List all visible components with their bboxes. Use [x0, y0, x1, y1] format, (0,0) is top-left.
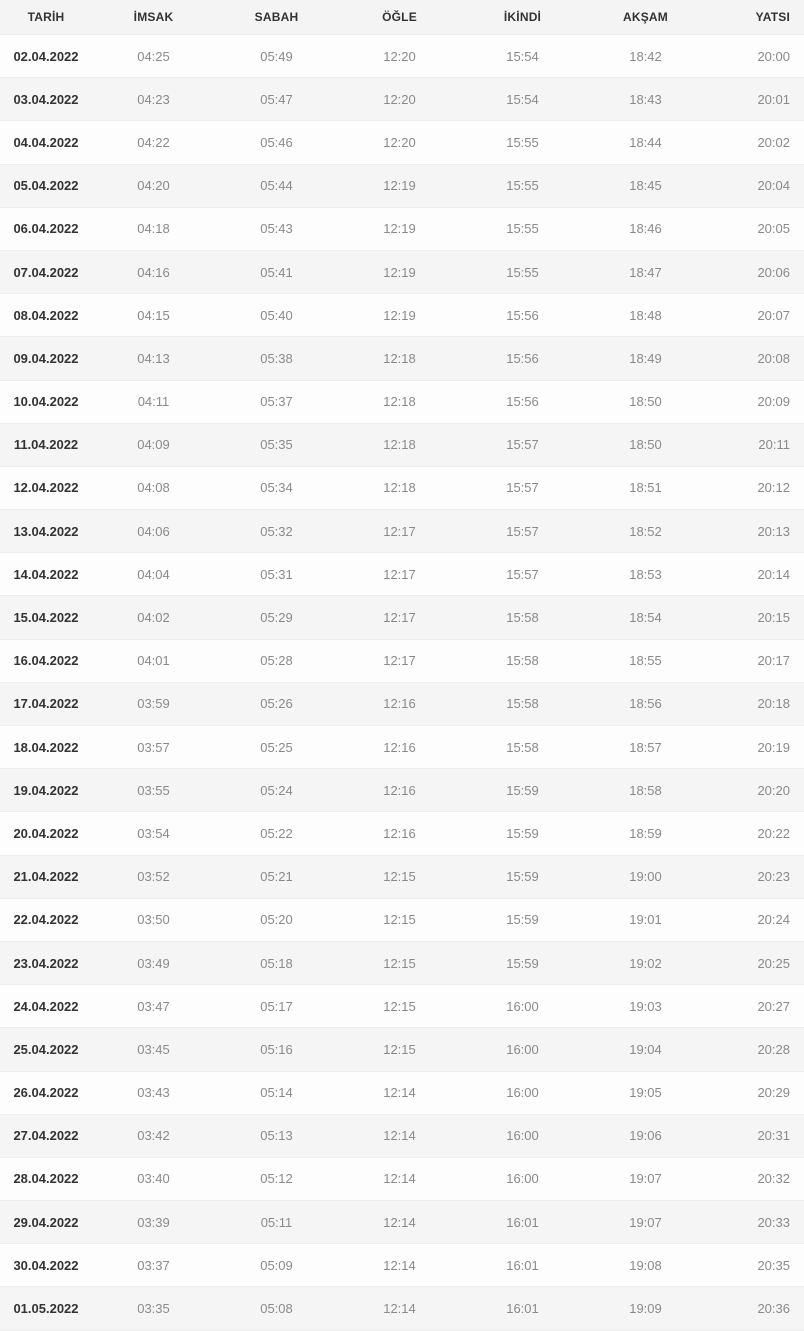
table-row: [0, 1072, 804, 1115]
cell-aksam: 19:09: [629, 1301, 662, 1317]
cell-yatsi: 20:01: [757, 91, 790, 107]
cell-sabah: 05:34: [260, 480, 293, 496]
cell-sabah: 05:16: [260, 1041, 293, 1057]
cell-ikindi: 15:54: [506, 48, 539, 64]
cell-sabah: 05:47: [260, 91, 293, 107]
cell-yatsi: 20:02: [757, 134, 790, 150]
table-row: [0, 726, 804, 769]
cell-ikindi: 15:54: [506, 91, 539, 107]
cell-sabah: 05:31: [260, 566, 293, 582]
cell-ogle: 12:16: [383, 782, 416, 798]
cell-imsak: 04:18: [137, 221, 170, 237]
cell-ikindi: 16:00: [506, 1171, 539, 1187]
cell-yatsi: 20:23: [757, 869, 790, 885]
cell-ogle: 12:19: [383, 264, 416, 280]
cell-sabah: 05:40: [260, 307, 293, 323]
cell-tarih: 29.04.2022: [13, 1214, 79, 1230]
cell-yatsi: 20:13: [757, 523, 790, 539]
column-header-sabah: SABAH: [254, 10, 299, 24]
cell-ikindi: 16:00: [506, 998, 539, 1014]
cell-tarih: 19.04.2022: [13, 782, 79, 798]
cell-ikindi: 15:59: [506, 782, 539, 798]
cell-ogle: 12:19: [383, 221, 416, 237]
cell-imsak: 03:43: [137, 1085, 170, 1101]
cell-aksam: 19:04: [629, 1041, 662, 1057]
column-header-imsak: İMSAK: [133, 10, 174, 24]
cell-aksam: 18:49: [629, 350, 662, 366]
cell-yatsi: 20:32: [757, 1171, 790, 1187]
table-row: [0, 942, 804, 985]
cell-tarih: 26.04.2022: [13, 1085, 79, 1101]
cell-ogle: 12:15: [383, 955, 416, 971]
table-row: [0, 381, 804, 424]
cell-ogle: 12:15: [383, 912, 416, 928]
table-row: [0, 640, 804, 683]
cell-ikindi: 15:58: [506, 696, 539, 712]
cell-tarih: 25.04.2022: [13, 1041, 79, 1057]
cell-imsak: 03:35: [137, 1301, 170, 1317]
cell-imsak: 03:50: [137, 912, 170, 928]
table-row: [0, 899, 804, 942]
cell-aksam: 18:50: [629, 437, 662, 453]
cell-tarih: 24.04.2022: [13, 998, 79, 1014]
cell-aksam: 18:51: [629, 480, 662, 496]
cell-sabah: 05:46: [260, 134, 293, 150]
cell-ogle: 12:19: [383, 178, 416, 194]
cell-imsak: 04:06: [137, 523, 170, 539]
cell-sabah: 05:38: [260, 350, 293, 366]
cell-tarih: 20.04.2022: [13, 825, 79, 841]
cell-tarih: 08.04.2022: [13, 307, 79, 323]
cell-imsak: 04:23: [137, 91, 170, 107]
cell-sabah: 05:11: [260, 1214, 293, 1230]
cell-ogle: 12:14: [383, 1257, 416, 1273]
cell-tarih: 01.05.2022: [13, 1301, 79, 1317]
cell-tarih: 02.04.2022: [13, 48, 79, 64]
table-body: [0, 35, 804, 1331]
cell-sabah: 05:49: [260, 48, 293, 64]
cell-imsak: 04:22: [137, 134, 170, 150]
cell-sabah: 05:28: [260, 653, 293, 669]
cell-ogle: 12:15: [383, 869, 416, 885]
cell-ikindi: 15:59: [506, 825, 539, 841]
table-row: [0, 165, 804, 208]
cell-aksam: 19:00: [629, 869, 662, 885]
cell-yatsi: 20:29: [757, 1085, 790, 1101]
cell-tarih: 17.04.2022: [13, 696, 79, 712]
cell-ogle: 12:20: [383, 91, 416, 107]
cell-imsak: 03:59: [137, 696, 170, 712]
cell-aksam: 18:50: [629, 394, 662, 410]
cell-ogle: 12:20: [383, 48, 416, 64]
column-header-ikindi: İKİNDİ: [503, 10, 542, 24]
cell-imsak: 04:01: [137, 653, 170, 669]
cell-yatsi: 20:36: [757, 1301, 790, 1317]
cell-aksam: 18:56: [629, 696, 662, 712]
cell-sabah: 05:43: [260, 221, 293, 237]
cell-aksam: 19:06: [629, 1128, 662, 1144]
cell-ikindi: 15:58: [506, 610, 539, 626]
cell-tarih: 30.04.2022: [13, 1257, 79, 1273]
cell-imsak: 04:15: [137, 307, 170, 323]
cell-aksam: 19:07: [629, 1171, 662, 1187]
table-row: [0, 769, 804, 812]
cell-ikindi: 15:57: [506, 437, 539, 453]
cell-yatsi: 20:08: [757, 350, 790, 366]
cell-yatsi: 20:06: [757, 264, 790, 280]
table-row: [0, 553, 804, 596]
cell-sabah: 05:41: [260, 264, 293, 280]
cell-ogle: 12:17: [383, 523, 416, 539]
cell-ogle: 12:14: [383, 1301, 416, 1317]
cell-imsak: 04:13: [137, 350, 170, 366]
cell-tarih: 06.04.2022: [13, 221, 79, 237]
cell-yatsi: 20:14: [757, 566, 790, 582]
cell-aksam: 18:46: [629, 221, 662, 237]
cell-aksam: 19:01: [629, 912, 662, 928]
cell-imsak: 04:08: [137, 480, 170, 496]
cell-ikindi: 16:01: [506, 1301, 539, 1317]
cell-ogle: 12:19: [383, 307, 416, 323]
cell-yatsi: 20:20: [757, 782, 790, 798]
table-row: [0, 856, 804, 899]
cell-sabah: 05:18: [260, 955, 293, 971]
cell-aksam: 18:43: [629, 91, 662, 107]
cell-ikindi: 16:00: [506, 1085, 539, 1101]
cell-tarih: 11.04.2022: [13, 437, 79, 453]
cell-sabah: 05:24: [260, 782, 293, 798]
cell-yatsi: 20:18: [757, 696, 790, 712]
cell-yatsi: 20:25: [757, 955, 790, 971]
cell-yatsi: 20:11: [758, 437, 790, 453]
table-row: [0, 337, 804, 380]
cell-ikindi: 15:55: [506, 264, 539, 280]
cell-tarih: 07.04.2022: [13, 264, 79, 280]
cell-sabah: 05:29: [260, 610, 293, 626]
cell-ikindi: 15:55: [506, 221, 539, 237]
cell-ogle: 12:15: [383, 998, 416, 1014]
cell-imsak: 04:02: [137, 610, 170, 626]
cell-tarih: 05.04.2022: [13, 178, 79, 194]
cell-ikindi: 16:01: [506, 1257, 539, 1273]
cell-ikindi: 15:57: [506, 480, 539, 496]
table-row: [0, 35, 804, 78]
cell-ikindi: 15:57: [506, 523, 539, 539]
cell-sabah: 05:44: [260, 178, 293, 194]
cell-aksam: 18:58: [629, 782, 662, 798]
cell-ogle: 12:17: [383, 653, 416, 669]
cell-yatsi: 20:28: [757, 1041, 790, 1057]
column-header-tarih: TARİH: [27, 10, 65, 24]
cell-yatsi: 20:27: [757, 998, 790, 1014]
cell-ikindi: 15:58: [506, 653, 539, 669]
cell-yatsi: 20:00: [757, 48, 790, 64]
cell-ogle: 12:16: [383, 696, 416, 712]
cell-yatsi: 20:24: [757, 912, 790, 928]
cell-yatsi: 20:31: [757, 1128, 790, 1144]
cell-imsak: 04:04: [137, 566, 170, 582]
cell-yatsi: 20:35: [757, 1257, 790, 1273]
cell-tarih: 27.04.2022: [13, 1128, 79, 1144]
cell-yatsi: 20:15: [757, 610, 790, 626]
cell-yatsi: 20:05: [757, 221, 790, 237]
cell-imsak: 03:55: [137, 782, 170, 798]
column-header-ogle: ÖĞLE: [382, 10, 417, 24]
cell-imsak: 03:39: [137, 1214, 170, 1230]
cell-tarih: 16.04.2022: [13, 653, 79, 669]
cell-tarih: 22.04.2022: [13, 912, 79, 928]
cell-tarih: 09.04.2022: [13, 350, 79, 366]
cell-aksam: 18:59: [629, 825, 662, 841]
cell-ikindi: 15:55: [506, 134, 539, 150]
cell-imsak: 04:11: [137, 394, 170, 410]
cell-ikindi: 15:56: [506, 394, 539, 410]
cell-aksam: 19:08: [629, 1257, 662, 1273]
table-row: [0, 78, 804, 121]
cell-ikindi: 16:00: [506, 1128, 539, 1144]
table-row: [0, 251, 804, 294]
table-row: [0, 812, 804, 855]
cell-sabah: 05:22: [260, 825, 293, 841]
cell-imsak: 03:54: [137, 825, 170, 841]
cell-aksam: 18:48: [629, 307, 662, 323]
cell-imsak: 03:42: [137, 1128, 170, 1144]
cell-imsak: 04:25: [137, 48, 170, 64]
cell-aksam: 19:03: [629, 998, 662, 1014]
cell-imsak: 03:49: [137, 955, 170, 971]
cell-sabah: 05:21: [260, 869, 293, 885]
cell-ikindi: 16:01: [506, 1214, 539, 1230]
cell-sabah: 05:35: [260, 437, 293, 453]
cell-aksam: 18:52: [629, 523, 662, 539]
cell-imsak: 04:20: [137, 178, 170, 194]
cell-ikindi: 16:00: [506, 1041, 539, 1057]
cell-aksam: 19:02: [629, 955, 662, 971]
table-row: [0, 1028, 804, 1071]
table-row: [0, 1287, 804, 1330]
cell-aksam: 18:47: [629, 264, 662, 280]
cell-tarih: 13.04.2022: [13, 523, 79, 539]
cell-tarih: 14.04.2022: [13, 566, 79, 582]
cell-yatsi: 20:04: [757, 178, 790, 194]
cell-ogle: 12:18: [383, 480, 416, 496]
cell-imsak: 03:47: [137, 998, 170, 1014]
cell-imsak: 03:52: [137, 869, 170, 885]
cell-imsak: 03:40: [137, 1171, 170, 1187]
table-row: [0, 1201, 804, 1244]
cell-sabah: 05:17: [260, 998, 293, 1014]
cell-aksam: 18:42: [629, 48, 662, 64]
cell-ogle: 12:17: [383, 610, 416, 626]
cell-sabah: 05:25: [260, 739, 293, 755]
cell-sabah: 05:37: [260, 394, 293, 410]
cell-ikindi: 15:56: [506, 307, 539, 323]
cell-tarih: 18.04.2022: [13, 739, 79, 755]
cell-yatsi: 20:33: [757, 1214, 790, 1230]
table-row: [0, 467, 804, 510]
cell-ogle: 12:17: [383, 566, 416, 582]
cell-tarih: 28.04.2022: [13, 1171, 79, 1187]
table-row: [0, 985, 804, 1028]
cell-yatsi: 20:17: [757, 653, 790, 669]
cell-yatsi: 20:07: [757, 307, 790, 323]
cell-aksam: 19:07: [629, 1214, 662, 1230]
table-row: [0, 208, 804, 251]
cell-ikindi: 15:55: [506, 178, 539, 194]
cell-tarih: 04.04.2022: [13, 134, 79, 150]
cell-sabah: 05:32: [260, 523, 293, 539]
cell-sabah: 05:13: [260, 1128, 293, 1144]
cell-ogle: 12:14: [383, 1085, 416, 1101]
cell-ogle: 12:16: [383, 739, 416, 755]
table-row: [0, 424, 804, 467]
cell-ogle: 12:18: [383, 394, 416, 410]
table-row: [0, 1158, 804, 1201]
cell-imsak: 03:45: [137, 1041, 170, 1057]
cell-yatsi: 20:19: [757, 739, 790, 755]
cell-ogle: 12:14: [383, 1214, 416, 1230]
table-row: [0, 1244, 804, 1287]
cell-aksam: 18:44: [629, 134, 662, 150]
table-row: [0, 510, 804, 553]
cell-aksam: 18:57: [629, 739, 662, 755]
cell-ogle: 12:16: [383, 825, 416, 841]
cell-aksam: 18:45: [629, 178, 662, 194]
cell-aksam: 18:53: [629, 566, 662, 582]
table-row: [0, 596, 804, 639]
table-row: [0, 683, 804, 726]
cell-aksam: 19:05: [629, 1085, 662, 1101]
column-header-aksam: AKŞAM: [623, 10, 668, 24]
table-row: [0, 1115, 804, 1158]
table-row: [0, 294, 804, 337]
column-header-yatsi: YATSI: [755, 10, 790, 24]
cell-sabah: 05:09: [260, 1257, 293, 1273]
cell-aksam: 18:54: [629, 610, 662, 626]
cell-ogle: 12:20: [383, 134, 416, 150]
cell-ikindi: 15:57: [506, 566, 539, 582]
cell-ogle: 12:14: [383, 1171, 416, 1187]
cell-tarih: 21.04.2022: [13, 869, 79, 885]
cell-tarih: 10.04.2022: [13, 394, 79, 410]
cell-tarih: 12.04.2022: [13, 480, 79, 496]
cell-imsak: 04:16: [137, 264, 170, 280]
table-header-row: [0, 0, 804, 35]
cell-imsak: 03:37: [137, 1257, 170, 1273]
cell-ikindi: 15:58: [506, 739, 539, 755]
cell-ogle: 12:18: [383, 437, 416, 453]
cell-aksam: 18:55: [629, 653, 662, 669]
cell-sabah: 05:08: [260, 1301, 293, 1317]
cell-ikindi: 15:59: [506, 955, 539, 971]
cell-yatsi: 20:22: [757, 825, 790, 841]
cell-ogle: 12:14: [383, 1128, 416, 1144]
cell-tarih: 03.04.2022: [13, 91, 79, 107]
cell-tarih: 15.04.2022: [13, 610, 79, 626]
cell-imsak: 04:09: [137, 437, 170, 453]
cell-yatsi: 20:09: [757, 394, 790, 410]
cell-ikindi: 15:56: [506, 350, 539, 366]
cell-sabah: 05:20: [260, 912, 293, 928]
table-row: [0, 121, 804, 164]
cell-sabah: 05:14: [260, 1085, 293, 1101]
cell-yatsi: 20:12: [757, 480, 790, 496]
cell-ogle: 12:18: [383, 350, 416, 366]
cell-sabah: 05:26: [260, 696, 293, 712]
cell-sabah: 05:12: [260, 1171, 293, 1187]
cell-imsak: 03:57: [137, 739, 170, 755]
cell-tarih: 23.04.2022: [13, 955, 79, 971]
cell-ikindi: 15:59: [506, 912, 539, 928]
cell-ogle: 12:15: [383, 1041, 416, 1057]
cell-ikindi: 15:59: [506, 869, 539, 885]
